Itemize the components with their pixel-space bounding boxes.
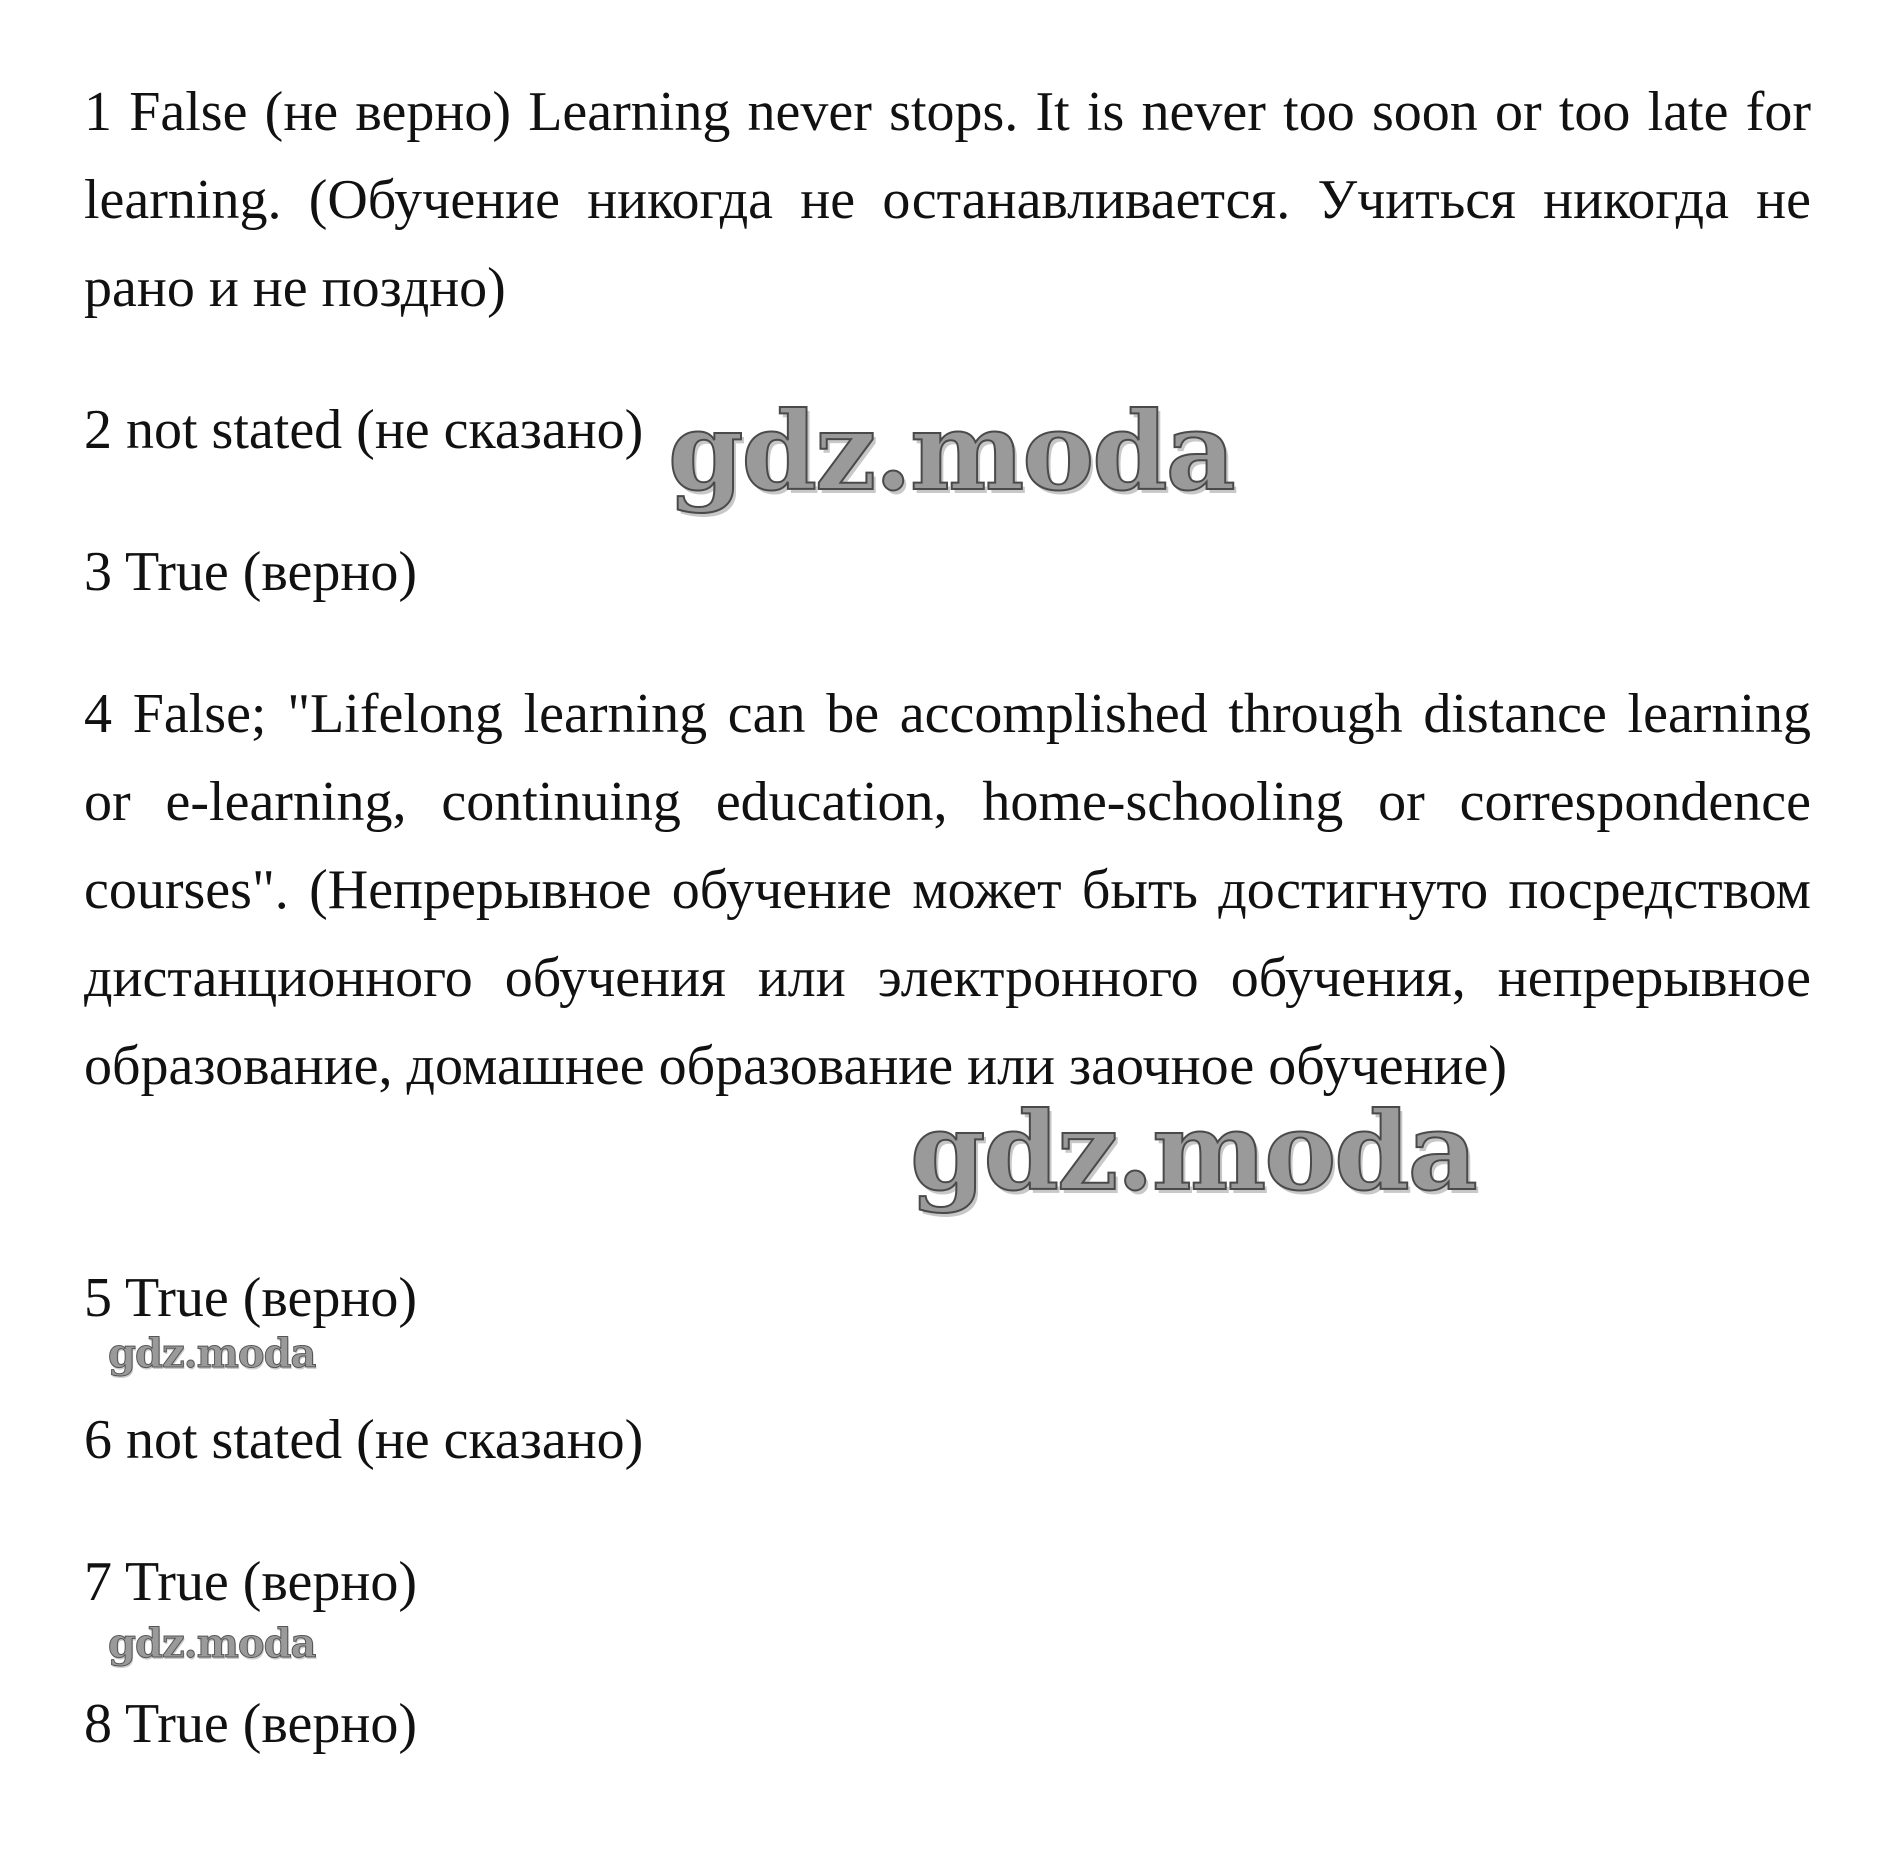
answer-item-7: 7 True (верно): [84, 1551, 417, 1613]
watermark-small: gdz.moda: [108, 1620, 316, 1667]
answer-item-6: 6 not stated (не сказано): [84, 1409, 644, 1471]
answer-item-3: 3 True (верно): [84, 541, 417, 603]
watermark-large: gdz.moda: [910, 1089, 1476, 1215]
answer-item-1: 1 False (не верно) Learning never stops. It is never too soon or too late for learning. (Обучение никогда не останавливается. Учиться никогда не рано и не поздно): [84, 81, 1811, 319]
watermark-small: gdz.moda: [108, 1330, 316, 1377]
answer-item-2: 2 not stated (не сказано): [84, 399, 644, 461]
answer-item-4: 4 False; "Lifelong learning can be accomplished through distance learning or e-learning, continuing education, home-schooling or correspondence courses". (Непрерывное обучение может быть достигнуто посредством дистанционного обучения или электронного обучения, непрерывное образование, домашнее образование или заочное обучение): [84, 683, 1811, 1097]
watermark-large: gdz.moda: [668, 389, 1234, 515]
answer-item-8: 8 True (верно): [84, 1693, 417, 1755]
answer-item-5: 5 True (верно): [84, 1267, 417, 1329]
